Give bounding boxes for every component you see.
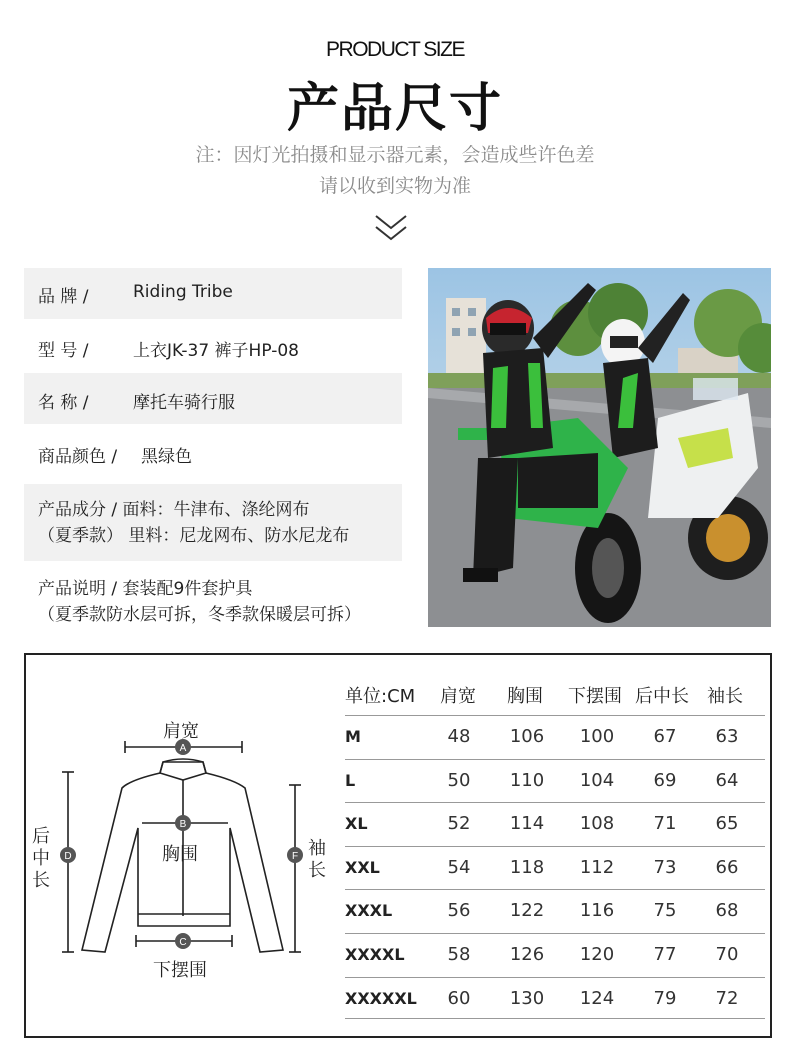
table-cell-sleeve: 72 <box>715 987 739 1009</box>
brand-label: 品 牌 / <box>38 287 89 307</box>
size-label: XL <box>345 814 368 834</box>
sleeve-length-label: 袖长 <box>308 838 326 881</box>
color-value: 黑绿色 <box>141 447 192 467</box>
table-row-divider <box>345 715 765 716</box>
size-label: XXXL <box>345 901 393 921</box>
table-row-divider <box>345 933 765 934</box>
brand-value: Riding Tribe <box>133 282 233 302</box>
spec-row-material <box>24 484 402 561</box>
table-cell-shoulder: 50 <box>447 769 471 791</box>
table-cell-chest: 130 <box>509 987 545 1009</box>
color-label: 商品颜色 / <box>38 447 118 467</box>
size-label: L <box>345 770 356 790</box>
table-cell-sleeve: 63 <box>715 726 739 747</box>
model-value: 上衣JK-37 裤子HP-08 <box>133 341 299 361</box>
table-cell-sleeve: 66 <box>715 856 739 878</box>
table-cell-chest: 122 <box>509 900 545 922</box>
description-line-1: 产品说明 / 套装配9件套护具 <box>38 579 253 599</box>
header-chest: 胸围 <box>507 686 543 707</box>
table-cell-back-length: 79 <box>653 987 677 1009</box>
table-cell-hem: 100 <box>579 726 615 747</box>
table-row-divider <box>345 889 765 890</box>
table-cell-hem: 124 <box>579 987 615 1009</box>
name-label: 名 称 / <box>38 393 89 413</box>
table-cell-chest: 110 <box>509 769 545 791</box>
spec-row-color <box>24 426 402 481</box>
size-label: XXXXXL <box>345 988 417 1008</box>
header-shoulder: 肩宽 <box>440 686 476 707</box>
table-cell-shoulder: 48 <box>447 726 471 747</box>
table-cell-shoulder: 56 <box>447 900 471 922</box>
table-cell-hem: 116 <box>579 900 615 922</box>
table-cell-shoulder: 58 <box>447 944 471 965</box>
size-label: M <box>345 727 361 746</box>
marker-c: C <box>179 937 187 948</box>
table-bottom-divider <box>345 1018 765 1019</box>
shoulder-label: 肩宽 <box>163 721 199 742</box>
table-cell-sleeve: 68 <box>715 900 739 922</box>
table-cell-chest: 106 <box>509 726 545 747</box>
material-line-2: （夏季款） 里料：尼龙网布、防水尼龙布 <box>38 526 350 546</box>
table-cell-chest: 118 <box>509 856 545 878</box>
table-cell-back-length: 73 <box>653 856 677 878</box>
table-cell-back-length: 67 <box>653 726 677 747</box>
table-cell-chest: 126 <box>509 944 545 965</box>
spec-row-model <box>24 320 402 371</box>
table-cell-sleeve: 70 <box>715 944 739 965</box>
page-title: 产品尺寸 <box>286 79 503 139</box>
marker-a: A <box>179 743 187 754</box>
marker-d: D <box>64 851 72 862</box>
table-cell-sleeve: 64 <box>715 769 739 791</box>
spec-row-description <box>24 564 402 630</box>
table-cell-chest: 114 <box>509 813 545 835</box>
header-unit: 单位:CM <box>345 686 416 707</box>
table-cell-sleeve: 65 <box>715 813 739 835</box>
table-cell-hem: 104 <box>579 769 615 791</box>
table-cell-back-length: 71 <box>653 813 677 835</box>
table-cell-hem: 120 <box>579 944 615 965</box>
color-note-line-1: 注：因灯光拍摄和显示器元素，会造成些许色差 <box>195 144 595 166</box>
material-line-1: 产品成分 / 面料：牛津布、涤纶网布 <box>38 500 310 520</box>
table-row-divider <box>345 846 765 847</box>
name-value: 摩托车骑行服 <box>133 393 235 413</box>
header-hem: 下摆围 <box>568 686 622 707</box>
size-label: XXL <box>345 857 380 877</box>
model-label: 型 号 / <box>38 341 89 361</box>
size-label: XXXXL <box>345 945 405 964</box>
product-photo <box>428 268 771 627</box>
back-length-label: 后中长 <box>32 826 50 891</box>
table-row-divider <box>345 802 765 803</box>
description-line-2: （夏季款防水层可拆，冬季款保暖层可拆） <box>38 605 361 625</box>
table-row-divider <box>345 977 765 978</box>
chest-label: 胸围 <box>162 844 198 865</box>
table-cell-back-length: 69 <box>653 769 677 791</box>
table-cell-hem: 112 <box>579 856 615 878</box>
table-cell-back-length: 77 <box>653 944 677 965</box>
color-note-line-2: 请以收到实物为准 <box>318 175 471 197</box>
hem-label: 下摆围 <box>153 960 207 981</box>
table-cell-shoulder: 52 <box>447 813 471 835</box>
table-cell-shoulder: 60 <box>447 987 471 1009</box>
english-title: PRODUCT SIZE <box>326 38 464 61</box>
spec-row-name <box>24 373 402 424</box>
spec-row-brand <box>24 268 402 319</box>
table-cell-back-length: 75 <box>653 900 677 922</box>
table-cell-shoulder: 54 <box>447 856 471 878</box>
marker-b: B <box>179 819 187 830</box>
header-back-length: 后中长 <box>635 686 689 707</box>
double-chevron-down-icon <box>374 212 408 244</box>
table-row-divider <box>345 759 765 760</box>
header-sleeve: 袖长 <box>707 686 743 707</box>
table-cell-hem: 108 <box>579 813 615 835</box>
marker-f: F <box>291 851 299 862</box>
